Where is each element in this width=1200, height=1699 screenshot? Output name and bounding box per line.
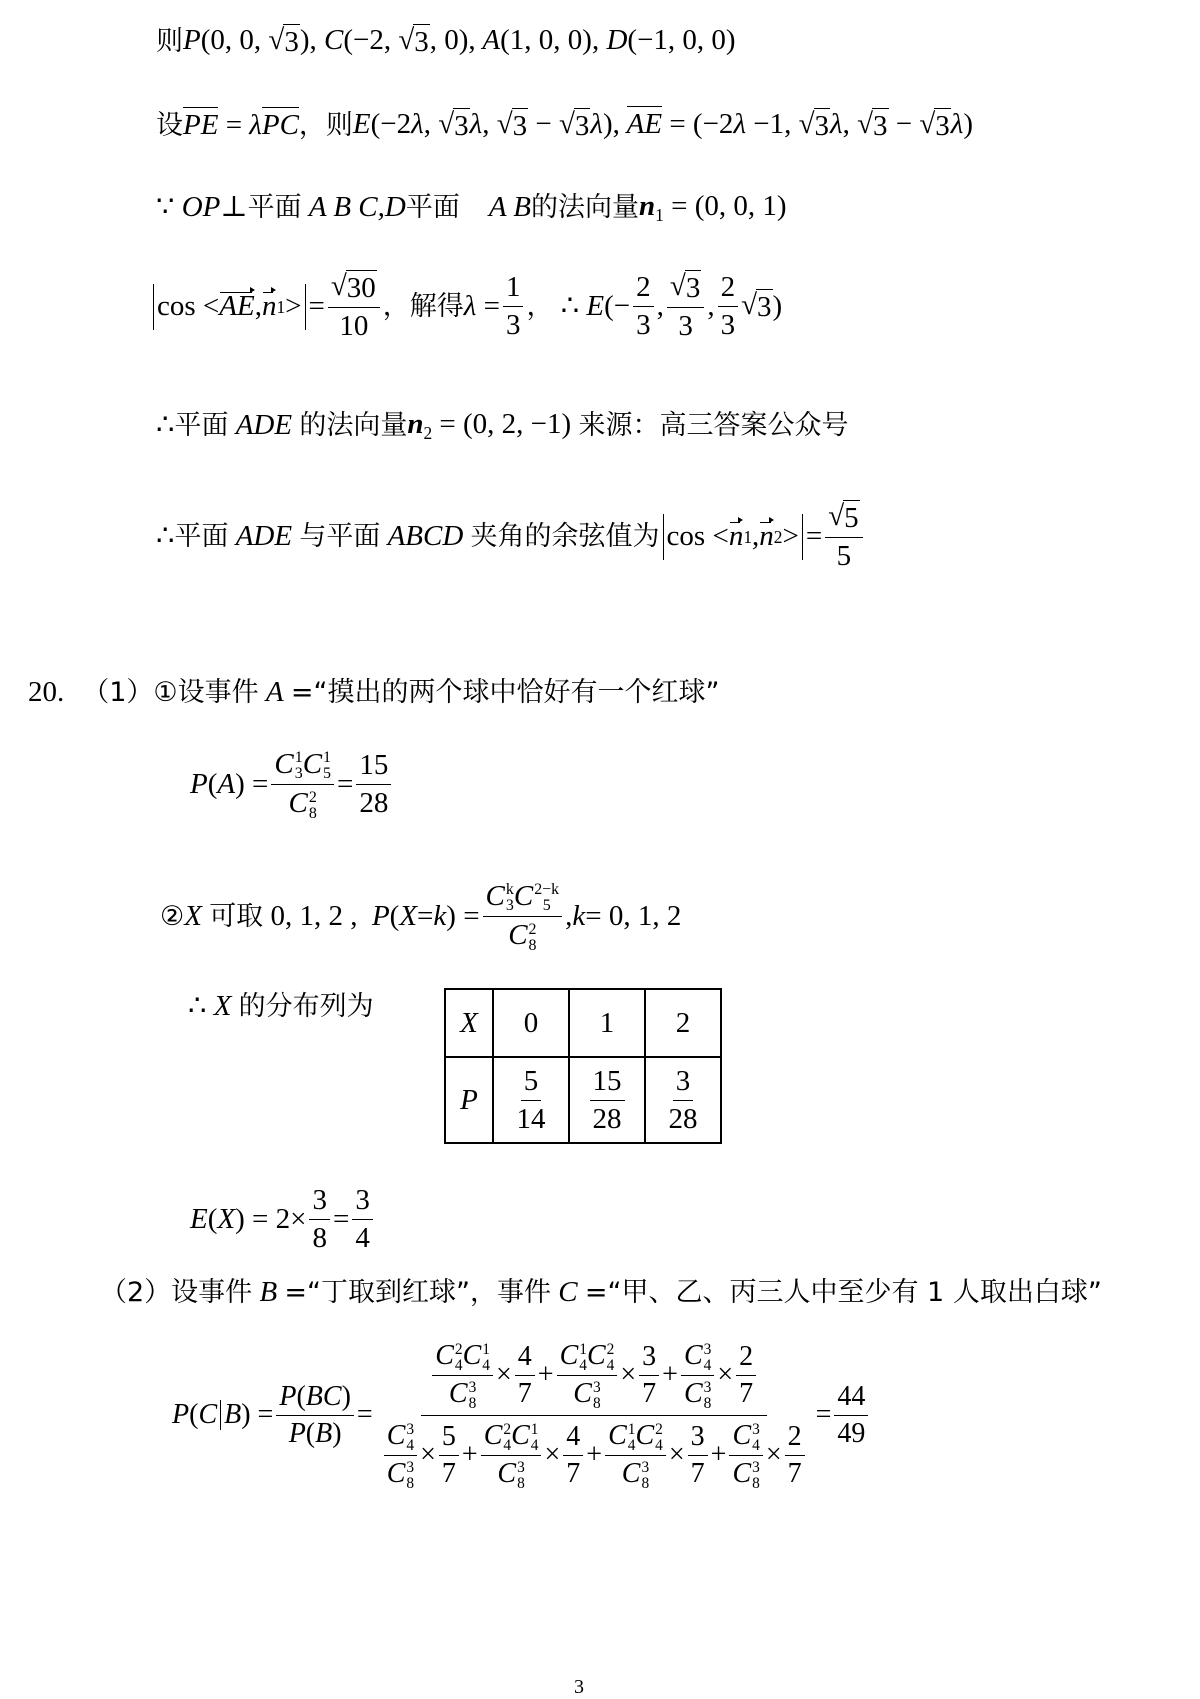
text-plane3: 平面 <box>174 410 229 442</box>
text-solve: ，解得 <box>382 291 464 323</box>
therefore-symbol-2: ∴ <box>156 520 175 553</box>
formula-n2: $n_2 = (0$, 2, −1) <box>407 408 579 444</box>
page-number: 3 <box>574 1676 584 1698</box>
table-header-x: X <box>445 989 493 1057</box>
formula-cos-ae-n1: cos < AE , n 1 > = √ 30 10 <box>150 270 383 344</box>
formula-coordinates: P(0, 0, √ 3 ), C(−2, √ 3 , 0), A(1, 0, 0), D(−1, 0, 0) <box>183 24 736 58</box>
therefore-symbol: ∴ <box>156 408 175 441</box>
normal-vector-line <box>156 190 787 225</box>
text-plane2: 平面 <box>405 192 460 224</box>
text-comma: ， <box>526 291 554 323</box>
formula-pe: PE = λPC <box>183 109 299 141</box>
formula-abcd-2: ABCD <box>380 520 471 553</box>
formula-abcd: A B C,D <box>301 190 406 223</box>
text-part2: （2）设事件 <box>100 1277 253 1309</box>
text-and-plane: 与平面 <box>299 521 381 553</box>
text-event-c: =“甲、乙、丙三人中至少有 1 人取出白球” <box>584 1277 1102 1309</box>
table-row <box>445 1057 721 1143</box>
q20-part2-line: （2）设事件 B =“丁取到红球”，事件 C =“甲、乙、丙三人中至少有 1 人取出白球” <box>100 1276 1102 1309</box>
text-normal-vector2: 的法向量 <box>299 410 408 442</box>
table-cell: $\frac{5}{14}$ <box>493 1057 569 1143</box>
vector-pe-line <box>156 108 973 143</box>
table-cell: $\frac{3}{28}$ <box>645 1057 721 1143</box>
therefore-symbol-3: ∴ <box>188 990 207 1022</box>
table-header-cell: 0 <box>493 989 569 1057</box>
formula-conditional: P ( C B ) = $\frac{P(BC)}{P(B)}$ = C 2 4 C 1 4 C 3 8 × $\frac{4}{7}$ + C 1 4 C 2 4 C 3 8 × $\frac{3}{7}$ + C 3 4 C 3 8 × $\frac{2}{7}$ C 3 4 C 3 8 × $\frac{5}{7}$ + C 2 4 C 1 4 C 3 8 × $\frac{4}{7}$ + C 1 4 C 2 4 C 3 8 × $\frac{3}{7}$ + C 3 4 C 3 8 × $\frac{2}{7}$ = $\frac{44}{49}$ <box>172 1340 871 1491</box>
text-distribution: 的分布列为 <box>238 991 374 1023</box>
text-can-take: 可取 <box>209 901 264 933</box>
text-plane1: 平面 <box>247 192 302 224</box>
plane-ade-normal-line <box>156 408 848 443</box>
question-number: 20. <box>28 676 65 708</box>
table-header-cell: 1 <box>569 989 645 1057</box>
formula-pa: P ( A ) = C 1 3 C 1 5 C 2 8 = $\frac{15}{28}$ <box>190 748 394 822</box>
text-ze: 则 <box>156 26 183 58</box>
text-part1: （1）①设事件 <box>82 677 259 709</box>
text-source: 来源：高三答案公众号 <box>578 410 849 442</box>
distribution-label: ∴ X 的分布列为 <box>188 990 374 1023</box>
text-ze2: ，则 <box>298 110 353 142</box>
text-plane4: 平面 <box>174 521 229 553</box>
table-cell: $\frac{15}{28}$ <box>569 1057 645 1143</box>
table-header-cell: 2 <box>645 989 721 1057</box>
formula-cos-n1-n2: cos < n 1 , n 2 > = √ 5 5 <box>660 500 866 574</box>
text-event-b: =“丁取到红球”，事件 <box>284 1277 552 1309</box>
symbol-x: X <box>184 900 210 933</box>
text-she: 设 <box>156 110 183 142</box>
formula-ab: A B <box>459 190 532 223</box>
formula-ade-2: ADE <box>228 520 300 553</box>
formula-op-perp: ∵ OP⊥ <box>156 190 248 223</box>
table-row <box>445 989 721 1057</box>
formula-px-k: ② X 可取 0, 1, 2 , P ( X = k ) = C k 3 C 2−k 5 C 2 8 , k = 0, 1, 2 <box>160 880 682 954</box>
circled-two: ② <box>160 901 185 933</box>
formula-e-point: E(−2λ, √ 3 λ, √ 3 − √ 3 λ), AE = (−2λ −1, √ 3 λ, √ 3 − √ 3 λ) <box>352 108 974 142</box>
formula-n1: $n_1 = (0$, 0, 1) <box>639 190 787 226</box>
q20-part1-line <box>28 676 719 709</box>
formula-e-result: ∴ E (− $\frac{2}{3}$ , √ 3 3 , $\frac{2}{3}$ √ 3 ) <box>553 270 783 343</box>
plane-angle-line <box>156 500 866 574</box>
event-a-symbol: A <box>258 676 291 708</box>
table-row-label-p: P <box>445 1057 493 1143</box>
coordinates-line <box>156 24 736 59</box>
cosine-condition-line <box>150 270 782 344</box>
text-angle-cos: 夹角的余弦值为 <box>470 521 660 553</box>
text-event-a: =“摸出的两个球中恰好有一个红球” <box>290 677 720 709</box>
formula-expectation: E ( X ) = 2× $\frac{3}{8}$ = $\frac{3}{4}$ <box>190 1184 376 1256</box>
distribution-table <box>444 988 722 1144</box>
formula-lambda: λ = $\frac{1}{3}$ <box>464 271 527 343</box>
formula-ade: ADE <box>228 408 300 441</box>
text-normal-vector: 的法向量 <box>531 192 640 224</box>
